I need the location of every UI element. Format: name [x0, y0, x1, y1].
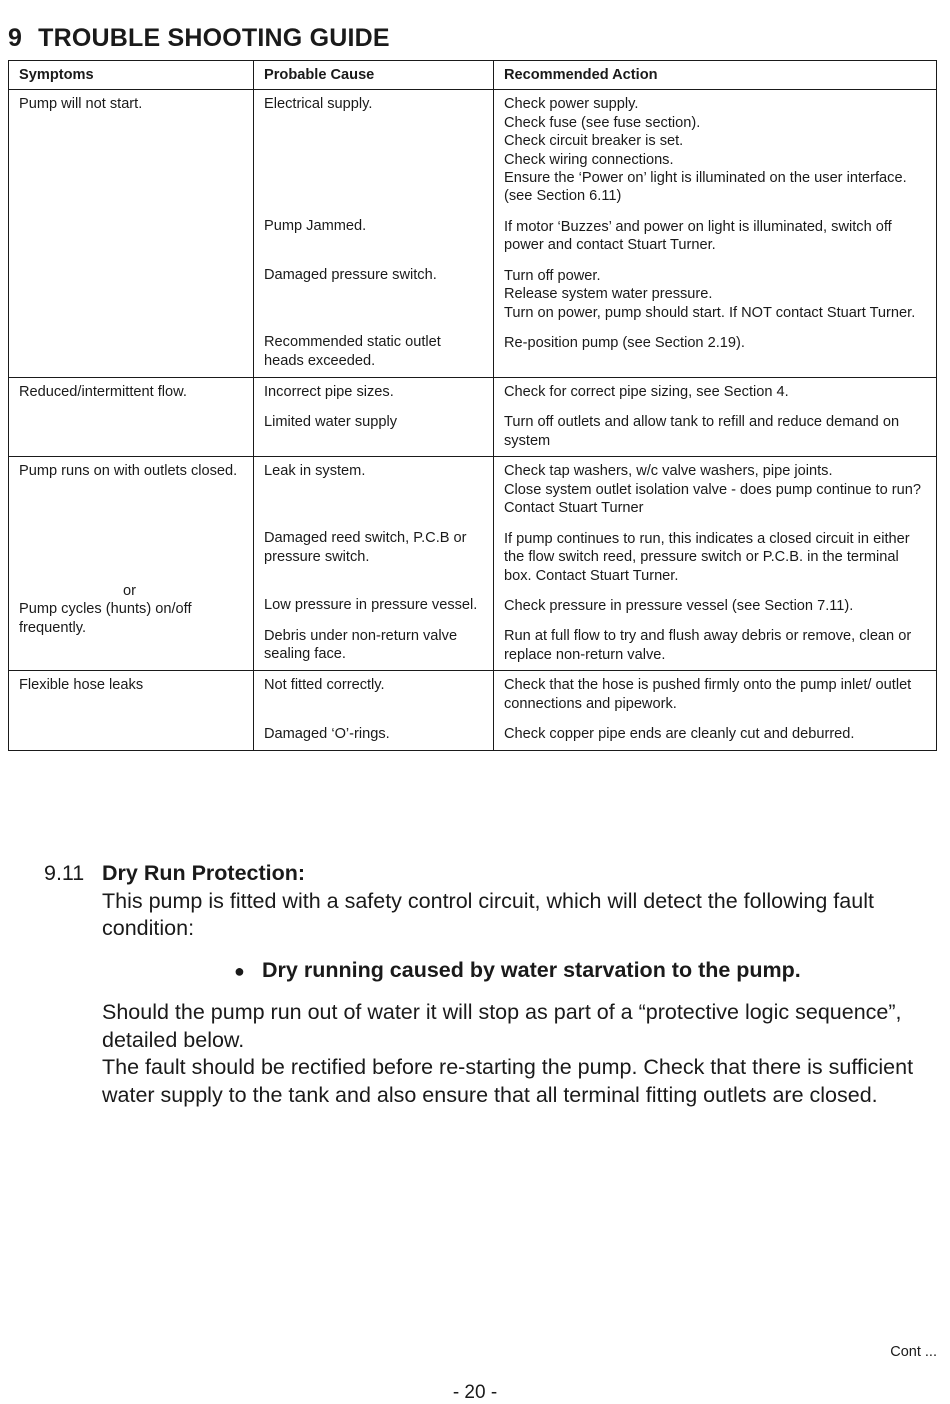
cause-item: Damaged reed switch, P.C.B or pressure switch.	[264, 530, 467, 565]
action-item: Turn off outlets and allow tank to refill and reduce demand on system	[504, 414, 900, 449]
action-item: Check that the hose is pushed firmly onto the pump inlet/ outlet connections and pipework.	[504, 677, 912, 712]
dry-run-number: 9.11	[44, 861, 85, 885]
cause-item: Damaged ‘O’-rings.	[264, 726, 390, 743]
symptom-cell	[9, 457, 254, 671]
cause-item: Not fitted correctly.	[264, 677, 385, 694]
table-header-row	[9, 61, 937, 90]
dry-run-intro: This pump is fitted with a safety control circuit, which will detect the following fault condition:	[102, 888, 874, 940]
cause-item: Leak in system.	[264, 463, 366, 480]
cause-item: Damaged pressure switch.	[264, 267, 437, 284]
table-row	[9, 457, 937, 671]
dry-run-section	[44, 860, 924, 1109]
cause-item: Limited water supply	[264, 414, 398, 431]
dry-run-bullet	[234, 957, 924, 986]
troubleshooting-table	[8, 60, 937, 751]
action-item: Check copper pipe ends are cleanly cut and deburred.	[504, 726, 855, 743]
action-item: Check for correct pipe sizing, see Section 4.	[504, 384, 789, 401]
cause-cell	[254, 671, 494, 750]
cause-item: Electrical supply.	[264, 96, 373, 113]
action-item: If pump continues to run, this indicates a closed circuit in either the flow switch reed, pressure switch or P.C.B. in the terminal box. Contact Stuart Turner.	[504, 530, 910, 584]
action-item: Re-position pump (see Section 2.19).	[504, 335, 745, 352]
action-cell	[494, 671, 937, 750]
cause-item: Pump Jammed.	[264, 218, 367, 235]
symptom-text: Pump runs on with outlets closed.	[19, 463, 238, 480]
symptom-text: Pump will not start.	[19, 96, 143, 113]
symptom-text: Reduced/intermittent flow.	[19, 384, 187, 401]
table-row	[9, 90, 937, 378]
section-number: 9	[8, 24, 23, 52]
column-header-cause: Probable Cause	[254, 61, 494, 90]
symptom-cell	[9, 90, 254, 378]
dry-run-title: Dry Run Protection:	[102, 861, 306, 885]
dry-run-paragraph-2: The fault should be rectified before re-starting the pump. Check that there is sufficient water supply to the tank and also ensure that all terminal fitting outlets are closed.	[102, 1055, 914, 1107]
cause-item: Recommended static outlet heads exceeded.	[264, 334, 441, 369]
column-header-action: Recommended Action	[494, 61, 937, 90]
continued-note: Cont ...	[890, 1344, 937, 1360]
action-item: Run at full flow to try and flush away debris or remove, clean or replace non-return valve.	[504, 628, 912, 663]
cause-item: Low pressure in pressure vessel.	[264, 597, 478, 614]
action-item: If motor ‘Buzzes’ and power on light is illuminated, switch off power and contact Stuart Turner.	[504, 218, 892, 254]
column-header-symptoms: Symptoms	[9, 61, 254, 90]
action-item: Check tap washers, w/c valve washers, pipe joints. Close system outlet isolation valve - does pump continue to run? Contact Stuart Turner	[504, 463, 921, 517]
symptom-alt-text: Pump cycles (hunts) on/off frequently.	[19, 601, 192, 636]
dry-run-heading	[44, 860, 924, 888]
cause-cell	[254, 378, 494, 457]
symptom-or: or	[123, 582, 136, 599]
table-row	[9, 378, 937, 457]
action-cell	[494, 378, 937, 457]
dry-run-bullet-text: Dry running caused by water starvation to the pump.	[262, 957, 801, 982]
action-item: Turn off power. Release system water pressure. Turn on power, pump should start. If NOT contact Stuart Turner.	[504, 267, 916, 321]
dry-run-paragraph-1: Should the pump run out of water it will stop as part of a “protective logic sequence”, detailed below.	[102, 1000, 902, 1052]
symptom-text: Flexible hose leaks	[19, 677, 144, 694]
table-body	[9, 90, 937, 750]
action-cell	[494, 90, 937, 378]
page-number: - 20 -	[452, 1382, 498, 1403]
section-title: TROUBLE SHOOTING GUIDE	[38, 24, 390, 52]
bullet-dot-icon: ●	[234, 960, 245, 981]
action-item: Check power supply. Check fuse (see fuse section). Check circuit breaker is set. Check wiring connections. Ensure the ‘Power on’ light is illuminated on the user interface. (see Section 6.11)	[504, 96, 907, 205]
action-item: Check pressure in pressure vessel (see Section 7.11).	[504, 597, 854, 614]
cause-cell	[254, 457, 494, 671]
page-title	[8, 24, 390, 53]
cause-item: Incorrect pipe sizes.	[264, 384, 394, 401]
symptom-spacer	[19, 481, 243, 582]
cause-cell	[254, 90, 494, 378]
action-cell	[494, 457, 937, 671]
symptom-cell	[9, 671, 254, 750]
table-row	[9, 671, 937, 750]
cause-item: Debris under non-return valve sealing face.	[264, 627, 458, 663]
symptom-cell	[9, 378, 254, 457]
